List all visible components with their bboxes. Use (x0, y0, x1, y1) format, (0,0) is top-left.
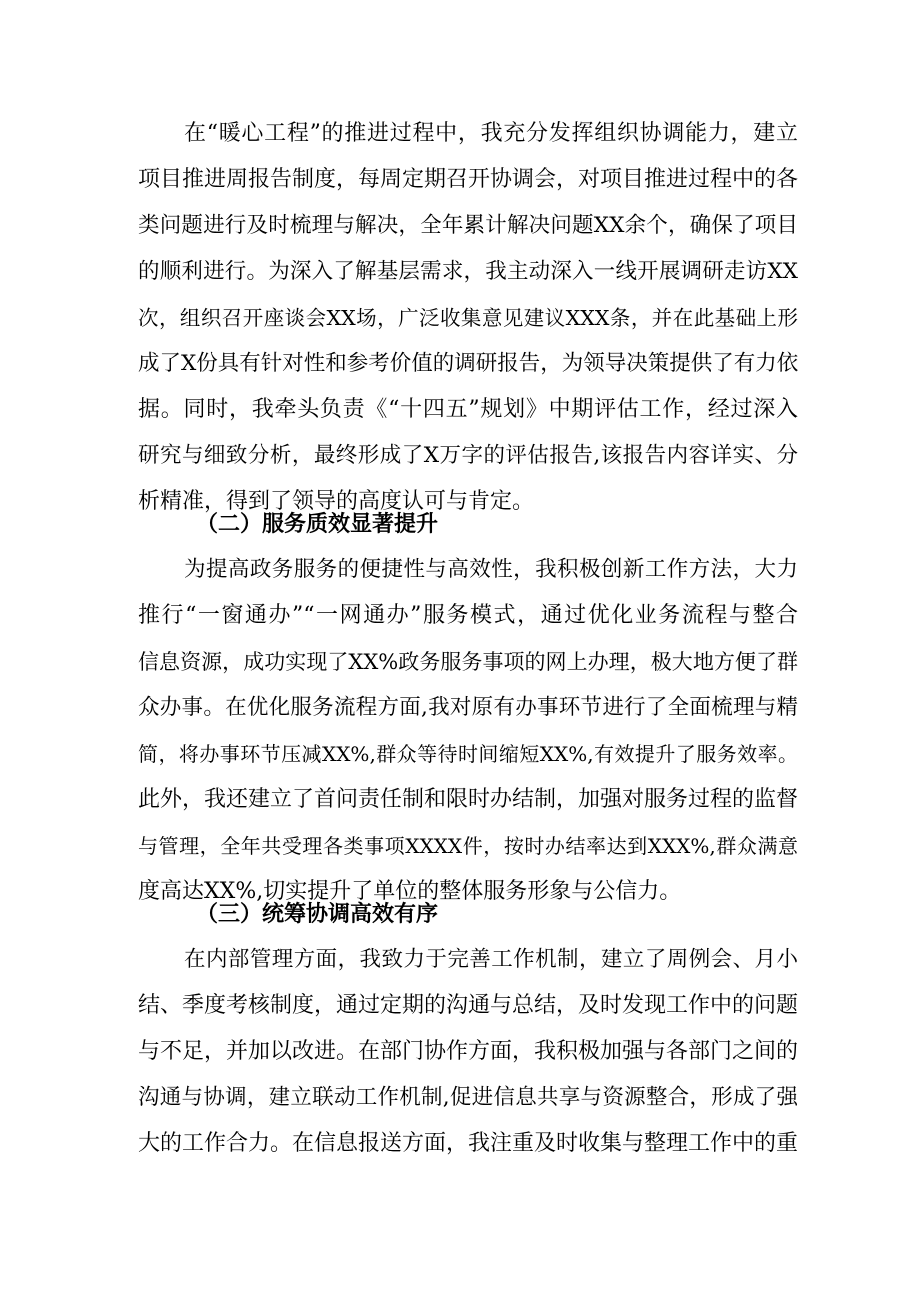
section-3-line-1: 在内部管理方面，我致力于完善工作机制，建立了周例会、月小 (184, 947, 798, 972)
paragraph-1-line-3: 类问题进行及时梳理与解决，全年累计解决问题XX余个，确保了项目 (138, 213, 798, 238)
paragraph-1-line-8: 研究与细致分析，最终形成了X万字的评估报告,该报告内容详实、分 (138, 443, 798, 468)
section-3-line-3: 与不足，并加以改进。在部门协作方面，我积极加强与各部门之间的 (138, 1039, 799, 1064)
section-3-heading: （三）统筹协调高效有序 (196, 901, 439, 927)
paragraph-1-line-6: 成了X份具有针对性和参考价值的调研报告，为领导决策提供了有力依 (138, 351, 799, 376)
paragraph-1-line-4: 的顺利进行。为深入了解基层需求，我主动深入一线开展调研走访XX (138, 259, 798, 284)
paragraph-1-line-2: 项目推进周报告制度，每周定期召开协调会，对项目推进过程中的各 (138, 167, 799, 192)
section-3-line-4: 沟通与协调，建立联动工作机制,促进信息共享与资源整合，形成了强 (138, 1085, 798, 1110)
section-2-line-8: 度高达XX%,切实提升了单位的整体服务形象与公信力。 (138, 879, 682, 904)
section-2-heading: （二）服务质效显著提升 (196, 511, 439, 537)
paragraph-1-line-7: 据。同时，我牵头负责《“十四五”规划》中期评估工作，经过深入 (138, 397, 798, 422)
section-2-line-5: 简，将办事环节压减XX%,群众等待时间缩短XX%,有效提升了服务效率。 (138, 742, 798, 766)
paragraph-1-line-1: 在“暖心工程”的推进过程中，我充分发挥组织协调能力，建立 (184, 121, 798, 146)
paragraph-1-line-5: 次，组织召开座谈会XX场，广泛收集意见建议XXX条，并在此基础上形 (138, 306, 798, 330)
paragraph-1-line-9: 析精准，得到了领导的高度认可与肯定。 (138, 489, 535, 514)
section-2-line-6: 此外，我还建立了首问责任制和限时办结制，加强对服务过程的监督 (138, 787, 799, 812)
section-2-line-2: 推行“一窗通办”“一网通办”服务模式，通过优化业务流程与整合 (138, 603, 798, 628)
section-2-line-4: 众办事。在优化服务流程方面,我对原有办事环节进行了全面梳理与精 (138, 695, 798, 720)
section-2-line-1: 为提高政务服务的便捷性与高效性，我积极创新工作方法，大力 (184, 557, 798, 582)
section-3-line-2: 结、季度考核制度，通过定期的沟通与总结，及时发现工作中的问题 (138, 993, 799, 1018)
section-3-line-5: 大的工作合力。在信息报送方面，我注重及时收集与整理工作中的重 (138, 1131, 799, 1156)
section-2-line-3: 信息资源，成功实现了XX%政务服务事项的网上办理，极大地方便了群 (138, 650, 798, 674)
section-2-line-7: 与管理，全年共受理各类事项XXXX件，按时办结率达到XXX%,群众满意 (138, 834, 798, 858)
